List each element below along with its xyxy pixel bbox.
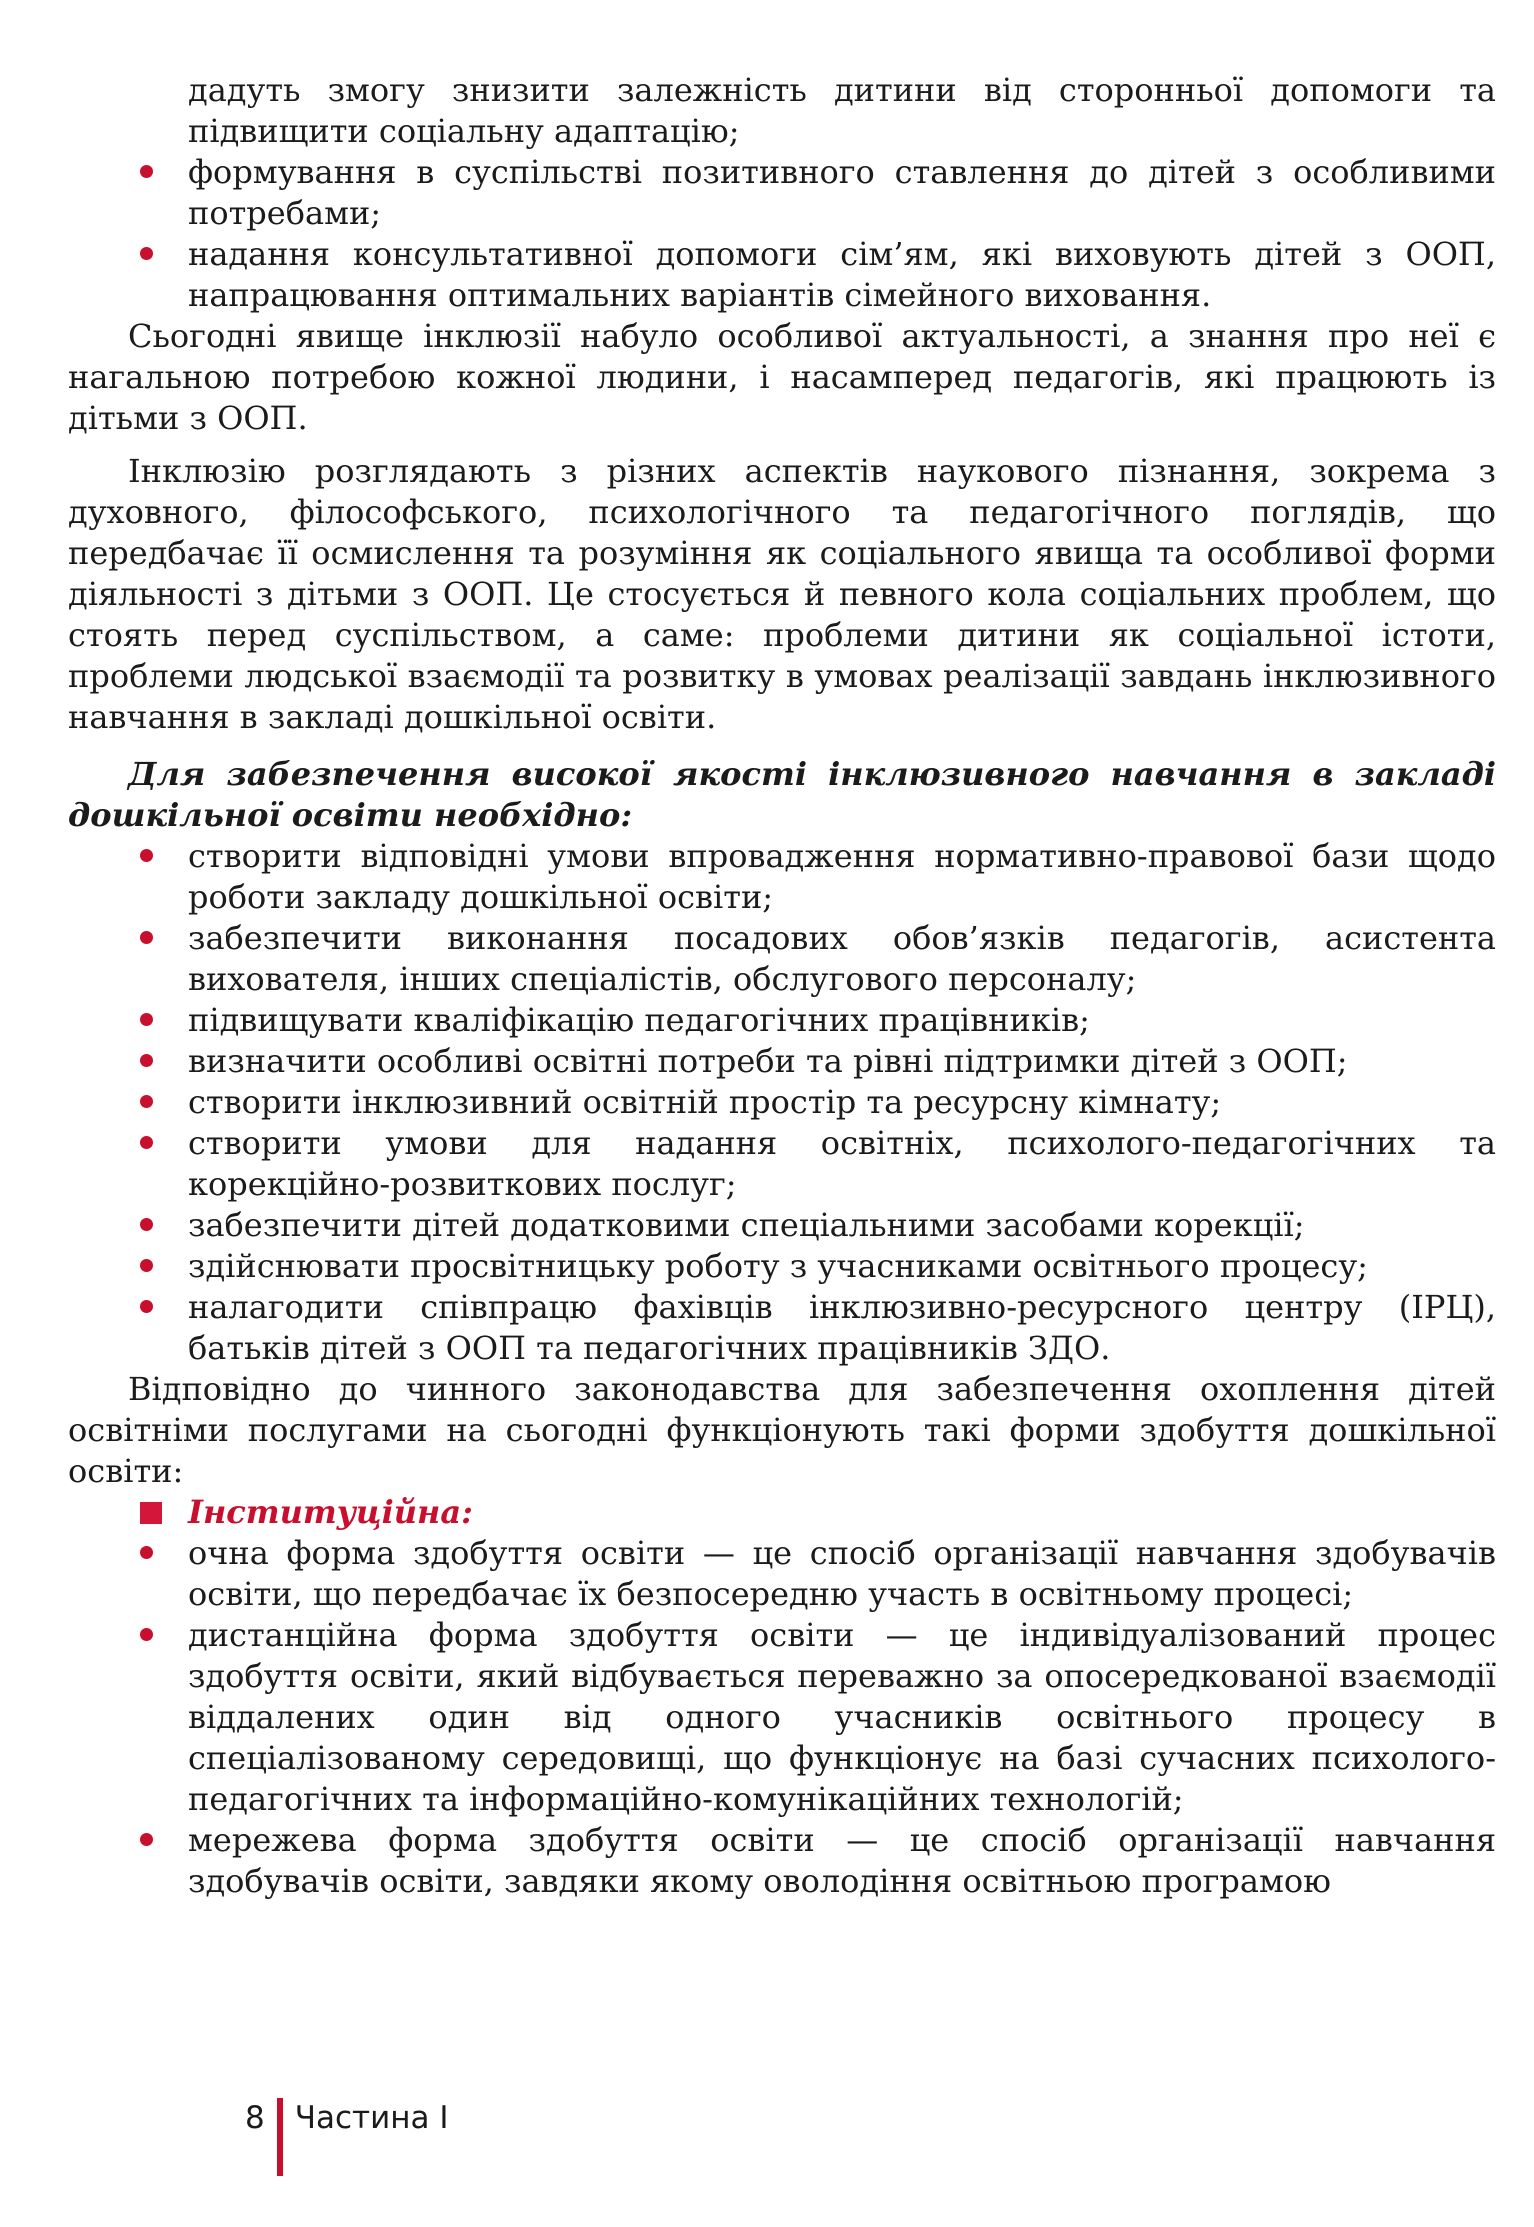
page-body [68,70,1496,1902]
list-item: створити умови для надання освітніх, психолого-педагогічних та корекційно-розвиткових послуг; [68,1123,1496,1205]
bullet-dot-icon [140,247,153,260]
bullet-dot-icon [140,1546,153,1559]
list-item: створити інклюзивний освітній простір та ресурсну кімнату; [68,1082,1496,1123]
list-item: забезпечити дітей додатковими спеціальними засобами корекції; [68,1205,1496,1246]
bullet-dot-icon [140,1300,153,1313]
top-bullet-list [68,152,1496,316]
list-item: створити відповідні умови впровадження нормативно-правової бази щодо роботи закладу дошкільної освіти; [68,836,1496,918]
bullet-dot-icon [140,1013,153,1026]
list-item: мережева форма здобуття освіти — це спосіб організації навчання здобувачів освіти, завдяки якому оволодіння освітньою програмою [68,1820,1496,1902]
bullet-dot-icon [140,1136,153,1149]
paragraph-inclusion-relevance: Сьогодні явище інклюзії набуло особливої актуальності, а знання про неї є нагальною потребою кожної людини, і насамперед педагогів, які працюють із дітьми з ООП. [68,317,1496,437]
bullet-dot-icon [140,1628,153,1641]
square-bullet-icon [140,1502,162,1524]
paragraph-education-forms: Відповідно до чинного законодавства для забезпечення охоплення дітей освітніми послугами на сьогодні функціонують такі форми здобуття дошкільної освіти: [68,1370,1496,1490]
continued-bullet-text: дадуть змогу знизити залежність дитини від сторонньої допомоги та підвищити соціальну адаптацію; [188,71,1496,150]
list-item: дистанційна форма здобуття освіти — це індивідуалізований процес здобуття освіти, який відбувається переважно за опосередкованої взаємодії віддалених один від одного учасників освітнього процесу в спеціалізованому середовищі, що функціонує на базі сучасних психолого-педагогічних та інформаційно-комунікаційних технологій; [68,1615,1496,1820]
list-item: підвищувати кваліфікацію педагогічних працівників; [68,1000,1496,1041]
quality-bullet-list [68,836,1496,1369]
quality-heading: Для забезпечення високої якості інклюзивного навчання в закладі дошкільної освіти необхідно: [68,755,1496,834]
bullet-dot-icon [140,1259,153,1272]
list-item: забезпечити виконання посадових обов’язків педагогів, асистента вихователя, інших спеціалістів, обслугового персоналу; [68,918,1496,1000]
bullet-dot-icon [140,849,153,862]
bullet-dot-icon [140,1833,153,1846]
section-heading-institutional: Інституційна: [68,1492,1496,1533]
forms-bullet-list [68,1533,1496,1902]
list-item: визначити особливі освітні потреби та рівні підтримки дітей з ООП; [68,1041,1496,1082]
list-item: налагодити співпрацю фахівців інклюзивно-ресурсного центру (ІРЦ), батьків дітей з ООП та педагогічних працівників ЗДО. [68,1287,1496,1369]
page-number: 8 [245,2100,265,2136]
part-label: Частина I [294,2100,449,2136]
paragraph-inclusion-aspects: Інклюзію розглядають з різних аспектів наукового пізнання, зокрема з духовного, філософського, психологічного та педагогічного поглядів, що передбачає її осмислення та розуміння як соціального явища та особливої форми діяльності з дітьми з ООП. Це стосується й певного кола соціальних проблем, що стоять перед суспільством, а саме: проблеми дитини як соціальної істоти, проблеми людської взаємодії та розвитку в умовах реалізації завдань інклюзивного навчання в закладі дошкільної освіти. [68,452,1496,736]
list-item: здійснювати просвітницьку роботу з учасниками освітнього процесу; [68,1246,1496,1287]
page-footer [245,2098,449,2176]
bullet-dot-icon [140,1095,153,1108]
bullet-dot-icon [140,931,153,944]
bullet-dot-icon [140,165,153,178]
list-item: формування в суспільстві позитивного ставлення до дітей з особливими потребами; [68,152,1496,234]
bullet-dot-icon [140,1218,153,1231]
list-item: надання консультативної допомоги сім’ям, які виховують дітей з ООП, напрацювання оптимальних варіантів сімейного виховання. [68,234,1496,316]
bullet-dot-icon [140,1054,153,1067]
list-item: очна форма здобуття освіти — це спосіб організації навчання здобувачів освіти, що передбачає їх безпосередню участь в освітньому процесі; [68,1533,1496,1615]
footer-divider [277,2098,283,2176]
